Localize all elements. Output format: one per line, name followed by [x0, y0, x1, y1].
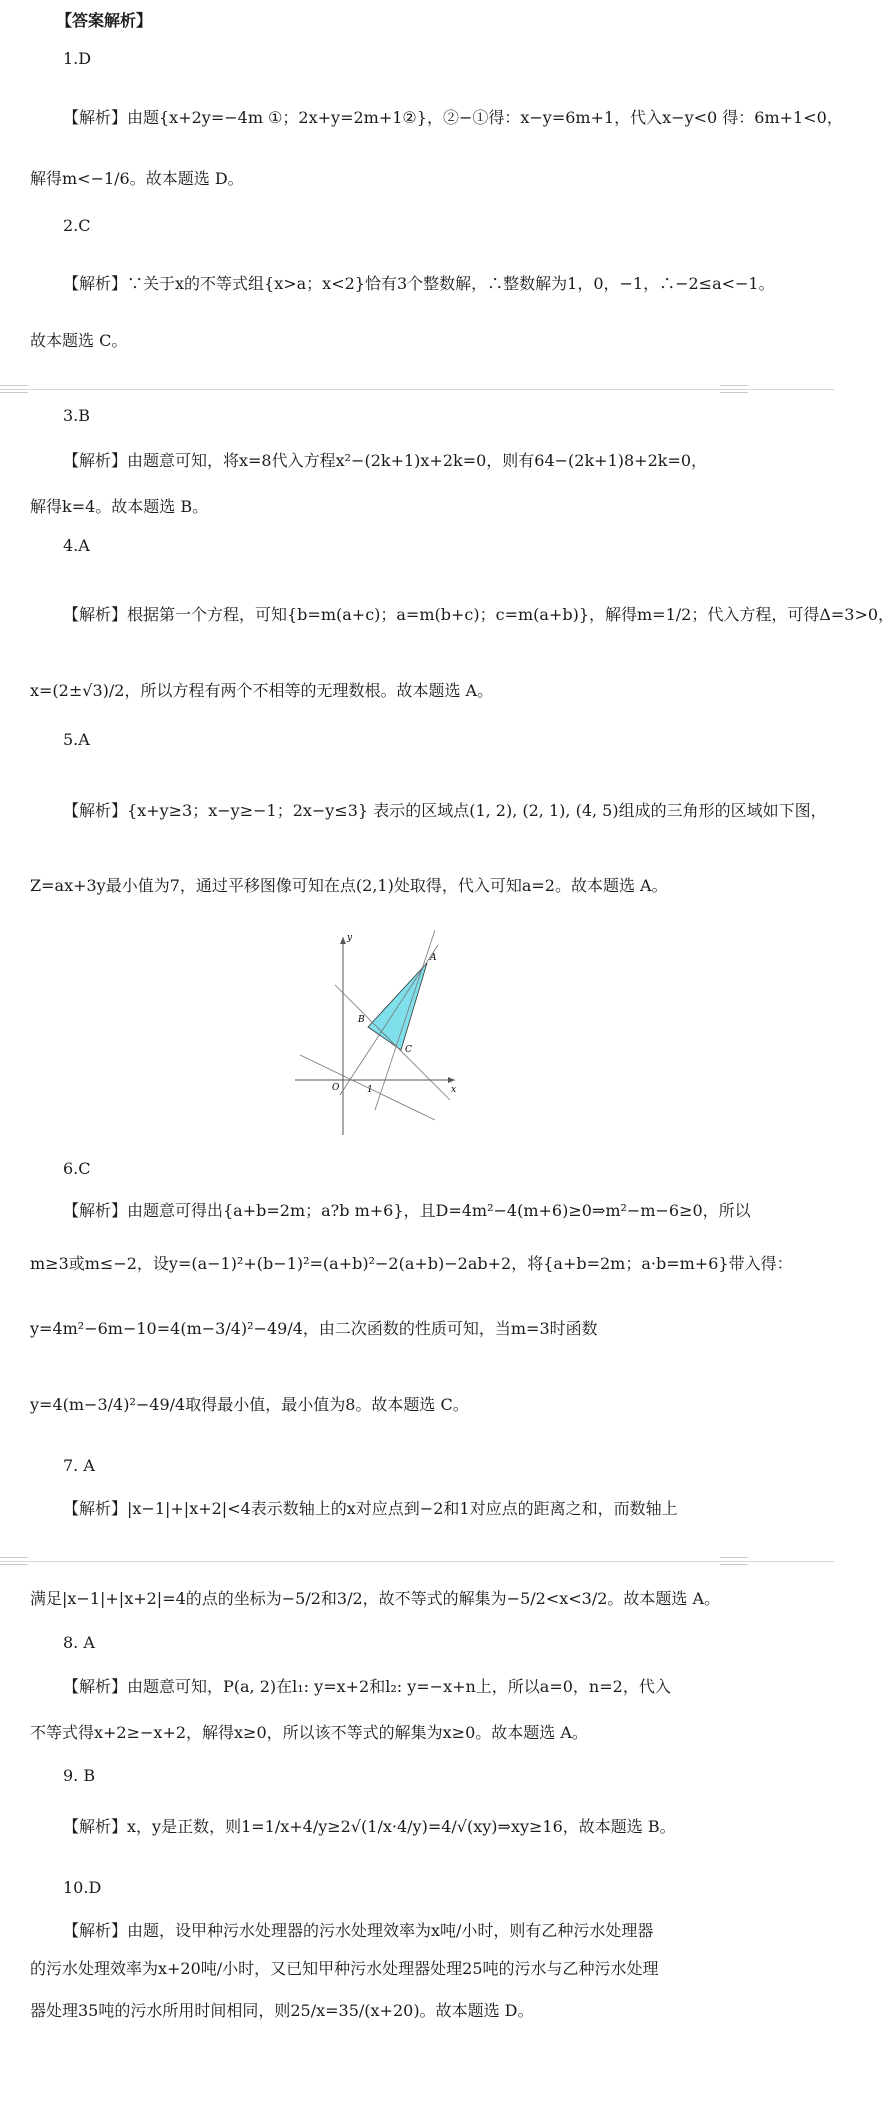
q10-solution-1: 【解析】由题，设甲种污水处理器的污水处理效率为x吨/小时，则有乙种污水处理器 [63, 1921, 654, 1940]
q5-solution: 【解析】{x+y≥3；x−y≥−1；2x−y≤3} 表示的区域点(1, 2), (2, 1), (4, 5)组成的三角形的区域如下图， [63, 801, 827, 820]
region-figure [295, 925, 470, 1140]
q9-number: 9. B [63, 1766, 96, 1785]
q6-solution-1: 【解析】由题意可得出{a+b=2m；a?b m+6}，且D=4m²−4(m+6)≥0⇒m²−m−6≥0，所以 [63, 1201, 751, 1220]
page-separator-2 [0, 1561, 834, 1562]
q6-conclusion: y=4(m−3/4)²−49/4取得最小值，最小值为8。故本题选 C。 [30, 1395, 469, 1414]
q2-solution: 【解析】∵关于x的不等式组{x>a；x<2}恰有3个整数解，∴整数解为1，0，−1，∴−2≤a<−1。 [63, 274, 775, 293]
line-2x-minus-y-a [340, 945, 438, 1095]
q6-solution-2: m≥3或m≤−2，设y=(a−1)²+(b−1)²=(a+b)²−2(a+b)−2ab+2，将{a+b=2m；a·b=m+6}带入得： [30, 1254, 793, 1273]
q7-conclusion: 满足|x−1|+|x+2|=4的点的坐标为−5/2和3/2，故不等式的解集为−5/2<x<3/2。故本题选 A。 [30, 1589, 721, 1608]
y-axis-arrow [340, 937, 346, 944]
label-point-b: B [358, 1015, 365, 1025]
separator-mark-left-2 [0, 1557, 28, 1565]
label-y: y [347, 933, 353, 943]
q10-solution-2: 的污水处理效率为x+20吨/小时，又已知甲种污水处理器处理25吨的污水与乙种污水处理 [30, 1959, 659, 1978]
q3-solution: 【解析】由题意可知，将x=8代入方程x²−(2k+1)x+2k=0，则有64−(2k+1)8+2k=0， [63, 451, 708, 470]
q5-conclusion: Z=ax+3y最小值为7，通过平移图像可知在点(2,1)处取得，代入可知a=2。故本题选 A。 [30, 876, 668, 895]
q2-conclusion: 故本题选 C。 [30, 331, 128, 350]
separator-mark-right-2 [720, 1557, 748, 1565]
q7-number: 7. A [63, 1456, 95, 1475]
q2-number: 2.C [63, 216, 91, 235]
page-separator [0, 389, 834, 390]
separator-mark-right [720, 385, 748, 393]
x-axis-arrow [448, 1077, 455, 1083]
q5-number: 5.A [63, 730, 90, 749]
q3-number: 3.B [63, 406, 91, 425]
q1-solution: 【解析】由题{x+2y=−4m ①；2x+y=2m+1②}，②−①得：x−y=6m+1，代入x−y<0 得：6m+1<0， [63, 108, 843, 127]
label-origin: O [332, 1083, 340, 1093]
q6-number: 6.C [63, 1159, 91, 1178]
q10-number: 10.D [63, 1878, 102, 1897]
q7-solution: 【解析】|x−1|+|x+2|<4表示数轴上的x对应点到−2和1对应点的距离之和，而数轴上 [63, 1499, 678, 1518]
label-point-a: A [430, 953, 437, 963]
q1-conclusion: 解得m<−1/6。故本题选 D。 [30, 169, 244, 188]
label-point-c: C [405, 1045, 412, 1055]
q4-solution: 【解析】根据第一个方程，可知{b=m(a+c)；a=m(b+c)；c=m(a+b)}，解得m=1/2；代入方程，可得Δ=3>0， [63, 605, 894, 624]
q1-number: 1.D [63, 49, 92, 68]
q8-number: 8. A [63, 1633, 95, 1652]
q8-solution: 【解析】由题意可知，P(a, 2)在l₁: y=x+2和l₂: y=−x+n上，所以a=0，n=2，代入 [63, 1677, 671, 1696]
q6-solution-3: y=4m²−6m−10=4(m−3/4)²−49/4，由二次函数的性质可知，当m=3时函数 [30, 1319, 598, 1338]
label-one: 1 [367, 1085, 373, 1095]
separator-mark-left [0, 385, 28, 393]
q8-conclusion: 不等式得x+2≥−x+2，解得x≥0，所以该不等式的解集为x≥0。故本题选 A。 [30, 1723, 588, 1742]
q4-number: 4.A [63, 536, 90, 555]
q3-conclusion: 解得k=4。故本题选 B。 [30, 497, 209, 516]
q9-solution: 【解析】x，y是正数，则1=1/x+4/y≥2√(1/x·4/y)=4/√(xy)⇒xy≥16，故本题选 B。 [63, 1817, 676, 1836]
q4-conclusion: x=(2±√3)/2，所以方程有两个不相等的无理数根。故本题选 A。 [30, 681, 494, 700]
answer-header: 【答案解析】 [56, 11, 153, 30]
q10-solution-3: 器处理35吨的污水所用时间相同，则25/x=35/(x+20)。故本题选 D。 [30, 2001, 534, 2020]
label-x: x [451, 1085, 457, 1095]
